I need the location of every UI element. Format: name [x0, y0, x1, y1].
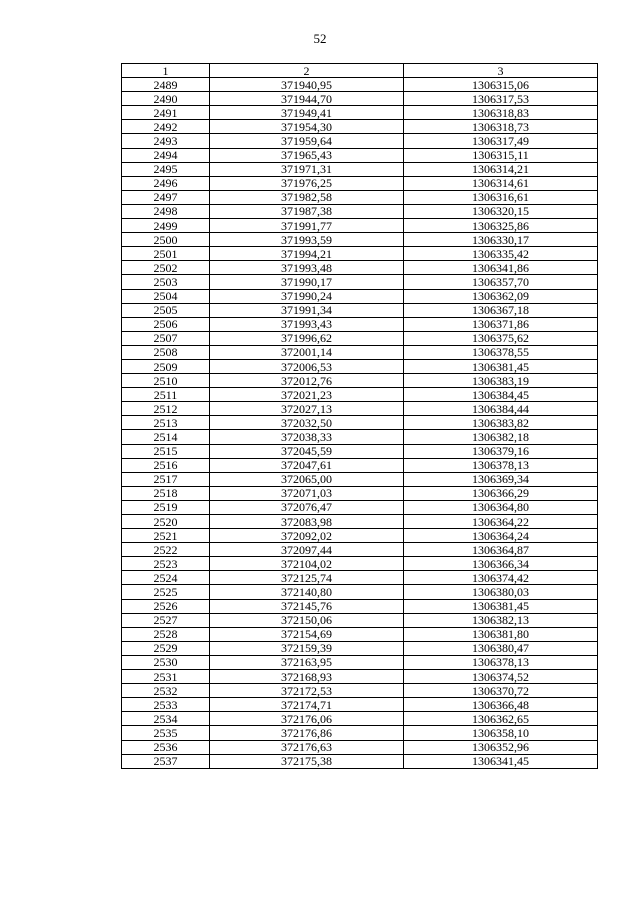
point-number-cell: 2505	[122, 303, 210, 317]
point-number-cell: 2512	[122, 402, 210, 416]
y-coordinate-cell: 1306335,42	[404, 247, 598, 261]
y-coordinate-cell: 1306380,47	[404, 641, 598, 655]
y-coordinate-cell: 1306378,55	[404, 345, 598, 359]
x-coordinate-cell: 372065,00	[210, 472, 404, 486]
point-number-cell: 2534	[122, 712, 210, 726]
y-coordinate-cell: 1306320,15	[404, 204, 598, 218]
column-header-point-number: 1	[122, 64, 210, 78]
coordinates-table	[121, 63, 598, 769]
table-row	[122, 416, 598, 430]
y-coordinate-cell: 1306357,70	[404, 275, 598, 289]
table-row	[122, 261, 598, 275]
y-coordinate-cell: 1306317,49	[404, 134, 598, 148]
x-coordinate-cell: 372032,50	[210, 416, 404, 430]
point-number-cell: 2509	[122, 359, 210, 373]
y-coordinate-cell: 1306384,45	[404, 388, 598, 402]
x-coordinate-cell: 372172,53	[210, 684, 404, 698]
x-coordinate-cell: 371976,25	[210, 176, 404, 190]
y-coordinate-cell: 1306381,45	[404, 599, 598, 613]
y-coordinate-cell: 1306384,44	[404, 402, 598, 416]
point-number-cell: 2516	[122, 458, 210, 472]
x-coordinate-cell: 372038,33	[210, 430, 404, 444]
table-row	[122, 641, 598, 655]
table-row	[122, 219, 598, 233]
point-number-cell: 2531	[122, 670, 210, 684]
x-coordinate-cell: 371990,17	[210, 275, 404, 289]
y-coordinate-cell: 1306330,17	[404, 233, 598, 247]
column-header-y-coordinate: 3	[404, 64, 598, 78]
table-row	[122, 388, 598, 402]
point-number-cell: 2489	[122, 78, 210, 92]
table-row	[122, 303, 598, 317]
y-coordinate-cell: 1306375,62	[404, 331, 598, 345]
point-number-cell: 2521	[122, 529, 210, 543]
x-coordinate-cell: 371959,64	[210, 134, 404, 148]
point-number-cell: 2522	[122, 543, 210, 557]
point-number-cell: 2496	[122, 176, 210, 190]
y-coordinate-cell: 1306366,29	[404, 486, 598, 500]
point-number-cell: 2494	[122, 148, 210, 162]
point-number-cell: 2490	[122, 92, 210, 106]
point-number-cell: 2524	[122, 571, 210, 585]
y-coordinate-cell: 1306364,24	[404, 529, 598, 543]
table-row	[122, 317, 598, 331]
table-row	[122, 190, 598, 204]
table-row	[122, 670, 598, 684]
y-coordinate-cell: 1306374,42	[404, 571, 598, 585]
x-coordinate-cell: 371940,95	[210, 78, 404, 92]
y-coordinate-cell: 1306378,13	[404, 655, 598, 669]
table-row	[122, 359, 598, 373]
y-coordinate-cell: 1306341,86	[404, 261, 598, 275]
point-number-cell: 2526	[122, 599, 210, 613]
x-coordinate-cell: 372001,14	[210, 345, 404, 359]
x-coordinate-cell: 372125,74	[210, 571, 404, 585]
table-row	[122, 374, 598, 388]
point-number-cell: 2523	[122, 557, 210, 571]
page-number: 52	[313, 31, 327, 46]
x-coordinate-cell: 372168,93	[210, 670, 404, 684]
y-coordinate-cell: 1306314,21	[404, 162, 598, 176]
table-row	[122, 557, 598, 571]
x-coordinate-cell: 372154,69	[210, 627, 404, 641]
y-coordinate-cell: 1306367,18	[404, 303, 598, 317]
point-number-cell: 2511	[122, 388, 210, 402]
y-coordinate-cell: 1306369,34	[404, 472, 598, 486]
table-row	[122, 458, 598, 472]
table-row	[122, 515, 598, 529]
point-number-cell: 2497	[122, 190, 210, 204]
table-row	[122, 599, 598, 613]
table-row	[122, 698, 598, 712]
y-coordinate-cell: 1306317,53	[404, 92, 598, 106]
y-coordinate-cell: 1306370,72	[404, 684, 598, 698]
table-row	[122, 613, 598, 627]
x-coordinate-cell: 372150,06	[210, 613, 404, 627]
table-row	[122, 331, 598, 345]
x-coordinate-cell: 371944,70	[210, 92, 404, 106]
point-number-cell: 2506	[122, 317, 210, 331]
table-row	[122, 655, 598, 669]
table-row	[122, 500, 598, 514]
y-coordinate-cell: 1306362,09	[404, 289, 598, 303]
x-coordinate-cell: 372176,86	[210, 726, 404, 740]
table-body	[122, 78, 598, 769]
x-coordinate-cell: 372076,47	[210, 500, 404, 514]
y-coordinate-cell: 1306315,11	[404, 148, 598, 162]
point-number-cell: 2502	[122, 261, 210, 275]
x-coordinate-cell: 371993,43	[210, 317, 404, 331]
table-row	[122, 529, 598, 543]
x-coordinate-cell: 371954,30	[210, 120, 404, 134]
table-row	[122, 92, 598, 106]
table-row	[122, 712, 598, 726]
point-number-cell: 2493	[122, 134, 210, 148]
y-coordinate-cell: 1306364,80	[404, 500, 598, 514]
y-coordinate-cell: 1306352,96	[404, 740, 598, 754]
point-number-cell: 2520	[122, 515, 210, 529]
y-coordinate-cell: 1306379,16	[404, 444, 598, 458]
point-number-cell: 2533	[122, 698, 210, 712]
x-coordinate-cell: 371996,62	[210, 331, 404, 345]
y-coordinate-cell: 1306318,73	[404, 120, 598, 134]
table-row	[122, 78, 598, 92]
table-row	[122, 684, 598, 698]
table-row	[122, 430, 598, 444]
table-row	[122, 345, 598, 359]
x-coordinate-cell: 372071,03	[210, 486, 404, 500]
table-row	[122, 148, 598, 162]
table-row	[122, 585, 598, 599]
point-number-cell: 2504	[122, 289, 210, 303]
table-row	[122, 444, 598, 458]
y-coordinate-cell: 1306381,45	[404, 359, 598, 373]
x-coordinate-cell: 372006,53	[210, 359, 404, 373]
table-row	[122, 204, 598, 218]
y-coordinate-cell: 1306371,86	[404, 317, 598, 331]
point-number-cell: 2532	[122, 684, 210, 698]
point-number-cell: 2535	[122, 726, 210, 740]
point-number-cell: 2510	[122, 374, 210, 388]
y-coordinate-cell: 1306325,86	[404, 219, 598, 233]
point-number-cell: 2503	[122, 275, 210, 289]
table-row	[122, 472, 598, 486]
y-coordinate-cell: 1306382,13	[404, 613, 598, 627]
point-number-cell: 2537	[122, 754, 210, 768]
point-number-cell: 2507	[122, 331, 210, 345]
y-coordinate-cell: 1306381,80	[404, 627, 598, 641]
x-coordinate-cell: 372159,39	[210, 641, 404, 655]
point-number-cell: 2499	[122, 219, 210, 233]
x-coordinate-cell: 371949,41	[210, 106, 404, 120]
table-row	[122, 233, 598, 247]
point-number-cell: 2529	[122, 641, 210, 655]
y-coordinate-cell: 1306364,22	[404, 515, 598, 529]
y-coordinate-cell: 1306378,13	[404, 458, 598, 472]
table-row	[122, 162, 598, 176]
x-coordinate-cell: 372092,02	[210, 529, 404, 543]
table-row	[122, 120, 598, 134]
column-header-x-coordinate: 2	[210, 64, 404, 78]
table-row	[122, 754, 598, 768]
table-row	[122, 571, 598, 585]
x-coordinate-cell: 372174,71	[210, 698, 404, 712]
table-header	[122, 64, 598, 78]
y-coordinate-cell: 1306341,45	[404, 754, 598, 768]
x-coordinate-cell: 372176,06	[210, 712, 404, 726]
table-row	[122, 275, 598, 289]
x-coordinate-cell: 372104,02	[210, 557, 404, 571]
y-coordinate-cell: 1306382,18	[404, 430, 598, 444]
table-row	[122, 402, 598, 416]
point-number-cell: 2528	[122, 627, 210, 641]
y-coordinate-cell: 1306364,87	[404, 543, 598, 557]
table-row	[122, 106, 598, 120]
x-coordinate-cell: 371965,43	[210, 148, 404, 162]
y-coordinate-cell: 1306380,03	[404, 585, 598, 599]
x-coordinate-cell: 372175,38	[210, 754, 404, 768]
table-row	[122, 726, 598, 740]
table-row	[122, 134, 598, 148]
x-coordinate-cell: 371994,21	[210, 247, 404, 261]
point-number-cell: 2498	[122, 204, 210, 218]
point-number-cell: 2491	[122, 106, 210, 120]
x-coordinate-cell: 372083,98	[210, 515, 404, 529]
x-coordinate-cell: 372047,61	[210, 458, 404, 472]
point-number-cell: 2508	[122, 345, 210, 359]
header-row	[122, 64, 598, 78]
point-number-cell: 2492	[122, 120, 210, 134]
y-coordinate-cell: 1306318,83	[404, 106, 598, 120]
point-number-cell: 2518	[122, 486, 210, 500]
x-coordinate-cell: 372045,59	[210, 444, 404, 458]
point-number-cell: 2536	[122, 740, 210, 754]
table-row	[122, 289, 598, 303]
y-coordinate-cell: 1306383,82	[404, 416, 598, 430]
x-coordinate-cell: 371991,34	[210, 303, 404, 317]
point-number-cell: 2517	[122, 472, 210, 486]
x-coordinate-cell: 371991,77	[210, 219, 404, 233]
point-number-cell: 2514	[122, 430, 210, 444]
y-coordinate-cell: 1306366,34	[404, 557, 598, 571]
table-row	[122, 247, 598, 261]
y-coordinate-cell: 1306314,61	[404, 176, 598, 190]
point-number-cell: 2495	[122, 162, 210, 176]
x-coordinate-cell: 372012,76	[210, 374, 404, 388]
point-number-cell: 2527	[122, 613, 210, 627]
x-coordinate-cell: 371993,48	[210, 261, 404, 275]
x-coordinate-cell: 372145,76	[210, 599, 404, 613]
point-number-cell: 2530	[122, 655, 210, 669]
point-number-cell: 2525	[122, 585, 210, 599]
y-coordinate-cell: 1306374,52	[404, 670, 598, 684]
x-coordinate-cell: 372140,80	[210, 585, 404, 599]
y-coordinate-cell: 1306366,48	[404, 698, 598, 712]
y-coordinate-cell: 1306358,10	[404, 726, 598, 740]
point-number-cell: 2500	[122, 233, 210, 247]
y-coordinate-cell: 1306315,06	[404, 78, 598, 92]
table-row	[122, 627, 598, 641]
point-number-cell: 2515	[122, 444, 210, 458]
x-coordinate-cell: 372097,44	[210, 543, 404, 557]
table-row	[122, 740, 598, 754]
point-number-cell: 2501	[122, 247, 210, 261]
x-coordinate-cell: 372021,23	[210, 388, 404, 402]
y-coordinate-cell: 1306316,61	[404, 190, 598, 204]
table-row	[122, 543, 598, 557]
x-coordinate-cell: 372176,63	[210, 740, 404, 754]
point-number-cell: 2513	[122, 416, 210, 430]
x-coordinate-cell: 372027,13	[210, 402, 404, 416]
x-coordinate-cell: 371990,24	[210, 289, 404, 303]
x-coordinate-cell: 371993,59	[210, 233, 404, 247]
table-row	[122, 486, 598, 500]
y-coordinate-cell: 1306383,19	[404, 374, 598, 388]
table-row	[122, 176, 598, 190]
x-coordinate-cell: 371982,58	[210, 190, 404, 204]
x-coordinate-cell: 371971,31	[210, 162, 404, 176]
point-number-cell: 2519	[122, 500, 210, 514]
x-coordinate-cell: 371987,38	[210, 204, 404, 218]
x-coordinate-cell: 372163,95	[210, 655, 404, 669]
y-coordinate-cell: 1306362,65	[404, 712, 598, 726]
